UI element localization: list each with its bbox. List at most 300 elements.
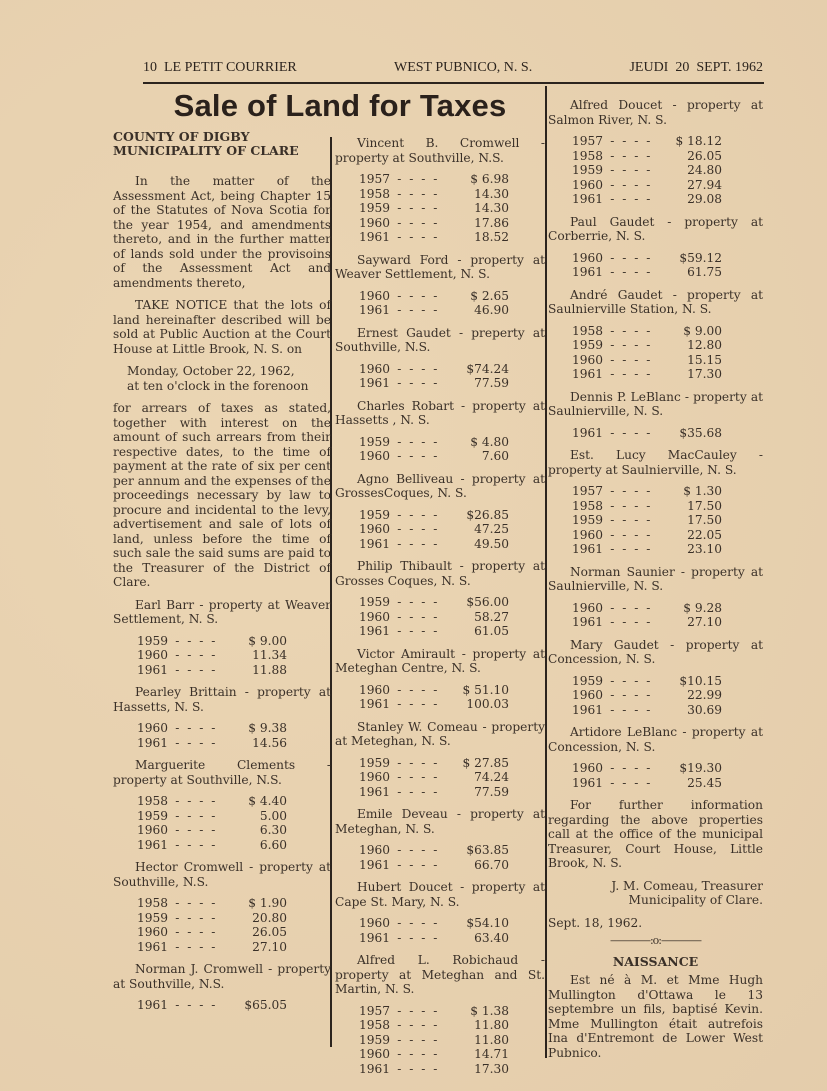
headline: Sale of Land for Taxes (173, 88, 507, 123)
leader-dashes: - - - - (175, 837, 218, 852)
tax-year: 1960 (359, 288, 391, 303)
tax-year: 1959 (359, 755, 391, 770)
tax-amount: 14.30 (474, 201, 509, 215)
tax-row (572, 265, 722, 280)
tax-amount: $ 9.00 (683, 323, 722, 338)
tax-row (137, 823, 287, 838)
leader-dashes: - - - - (397, 784, 440, 799)
leader-dashes: - - - - (397, 682, 440, 697)
tax-year: 1960 (359, 215, 391, 230)
tax-rows (359, 916, 545, 945)
tax-year: 1961 (137, 662, 169, 677)
leader-dashes: - - - - (175, 998, 218, 1012)
tax-row (137, 648, 287, 663)
notice-paragraph: In the matter of the Assessment Act, being Chapter 15 of the Statutes of Nova Scotia for the year 1954, and amendments thereto, and in the further matter of lands sold under the provisoins of the Assessment Act and amendments thereto, (113, 174, 331, 290)
tax-row (359, 1033, 509, 1048)
tax-amount: 7.60 (481, 449, 509, 463)
leader-dashes: - - - - (175, 939, 218, 954)
closing-date: Sept. 18, 1962. (548, 915, 643, 930)
tax-row (137, 663, 287, 678)
leader-dashes: - - - - (397, 1018, 440, 1032)
leader-dashes: - - - - (397, 536, 440, 551)
leader-dashes: - - - - (397, 697, 440, 711)
tax-year: 1960 (359, 1047, 391, 1061)
tax-row (359, 230, 509, 245)
tax-year: 1959 (359, 507, 391, 522)
tax-year: 1959 (572, 338, 604, 352)
tax-row (572, 601, 722, 616)
tax-amount: $ 6.98 (470, 172, 509, 186)
leader-dashes: - - - - (610, 192, 653, 206)
tax-amount: $ 2.65 (470, 288, 509, 303)
tax-row (572, 338, 722, 353)
tax-amount: 17.50 (687, 513, 722, 527)
notice-paragraph: TAKE NOTICE that the lots of land hereinafter described will be sold at Public Auction at the Court House at Little Brook, N. S. on (113, 298, 331, 356)
tax-rows (359, 595, 545, 639)
leader-dashes: - - - - (610, 367, 653, 381)
leader-dashes: - - - - (175, 925, 218, 939)
tax-year: 1961 (359, 376, 391, 390)
tax-year: 1960 (359, 449, 391, 463)
tax-amount: 6.60 (259, 837, 287, 852)
tax-amount: $ 1.38 (470, 1003, 509, 1018)
leader-dashes: - - - - (397, 361, 440, 376)
tax-row (359, 537, 509, 552)
leader-dashes: - - - - (397, 770, 440, 784)
leader-dashes: - - - - (610, 600, 653, 615)
tax-rows (359, 435, 545, 464)
leader-dashes: - - - - (397, 930, 440, 945)
tax-rows (137, 896, 331, 954)
tax-amount: 11.80 (474, 1032, 509, 1047)
tax-year: 1959 (572, 513, 604, 527)
tax-amount: 30.69 (687, 702, 722, 717)
tax-year: 1958 (572, 323, 604, 338)
tax-amount: 46.90 (474, 303, 509, 317)
leader-dashes: - - - - (610, 513, 653, 527)
tax-year: 1961 (572, 702, 604, 717)
tax-row (359, 522, 509, 537)
leader-dashes: - - - - (610, 352, 653, 367)
tax-year: 1961 (137, 939, 169, 954)
tax-year: 1959 (359, 201, 391, 215)
tax-row (137, 634, 287, 649)
tax-amount: $63.85 (466, 843, 509, 857)
tax-year: 1960 (572, 600, 604, 615)
page-number-and-paper (143, 60, 297, 76)
tax-amount: $ 27.85 (462, 755, 509, 770)
tax-row (572, 324, 722, 339)
leader-dashes: - - - - (397, 186, 440, 201)
listing-owner: Vincent B. Cromwell - property at Southville, N.S. (335, 136, 545, 165)
leader-dashes: - - - - (610, 177, 653, 192)
county-name: COUNTY OF DIGBY (113, 129, 250, 144)
tax-amount: $35.68 (679, 425, 722, 440)
tax-amount: 66.70 (474, 857, 509, 872)
tax-amount: 24.80 (687, 163, 722, 177)
tax-row (572, 178, 722, 193)
tax-row (359, 1018, 509, 1033)
tax-year: 1961 (137, 735, 169, 750)
tax-year: 1960 (137, 648, 169, 662)
listing-owner: Philip Thibault - property at Grosses Coques, N. S. (335, 559, 545, 588)
tax-amount: $65.05 (244, 998, 287, 1012)
tax-amount: 27.10 (687, 615, 722, 629)
listing-owner: Victor Amirault - property at Meteghan Centre, N. S. (335, 646, 545, 675)
tax-amount: $56.00 (466, 595, 509, 609)
listing-owner: André Gaudet - property at Saulnierville Station, N. S. (548, 287, 763, 316)
tax-row (572, 367, 722, 382)
tax-row (137, 896, 287, 911)
listing-owner: Emile Deveau - property at Meteghan, N. S. (335, 807, 545, 836)
listing-owner: Earl Barr - property at Weaver Settlement, N. S. (113, 597, 331, 626)
paper-name: LE PETIT COURRIER (164, 60, 297, 75)
tax-year: 1958 (572, 148, 604, 163)
tax-rows (572, 324, 763, 382)
listing-owner: Alfred Doucet - property at Salmon River, N. S. (548, 98, 763, 127)
listing-owner: Stanley W. Comeau - property at Meteghan, N. S. (335, 719, 545, 748)
tax-amount: 26.05 (252, 925, 287, 939)
leader-dashes: - - - - (397, 857, 440, 872)
leader-dashes: - - - - (175, 721, 218, 735)
tax-rows (572, 426, 763, 441)
auction-date (113, 364, 331, 393)
tax-row (572, 149, 722, 164)
tax-year: 1959 (359, 595, 391, 609)
tax-amount: 49.50 (474, 536, 509, 551)
tax-row (359, 697, 509, 712)
tax-year: 1957 (359, 1003, 391, 1018)
tax-amount: 14.71 (474, 1047, 509, 1061)
leader-dashes: - - - - (175, 633, 218, 648)
tax-row (572, 251, 722, 266)
tax-amount: $19.30 (679, 761, 722, 775)
tax-amount: 18.52 (474, 230, 509, 244)
tax-row (137, 809, 287, 824)
issue-date: JEUDI 20 SEPT. 1962 (629, 60, 763, 75)
tax-row (359, 785, 509, 800)
tax-row (359, 595, 509, 610)
listing-owner: Est. Lucy MacCauley - property at Saulnierville, N. S. (548, 448, 763, 477)
tax-year: 1959 (572, 673, 604, 688)
tax-amount: 27.10 (252, 939, 287, 954)
tax-year: 1960 (137, 823, 169, 837)
leader-dashes: - - - - (175, 823, 218, 837)
tax-rows (359, 289, 545, 318)
tax-year: 1960 (572, 352, 604, 367)
masthead-rule (143, 82, 764, 84)
tax-row (359, 756, 509, 771)
tax-row (137, 925, 287, 940)
tax-amount: 23.10 (687, 542, 722, 556)
tax-amount: 63.40 (474, 930, 509, 945)
leader-dashes: - - - - (397, 201, 440, 215)
tax-year: 1961 (359, 230, 391, 244)
tax-year: 1958 (359, 186, 391, 201)
tax-row (359, 435, 509, 450)
leader-dashes: - - - - (397, 1047, 440, 1061)
leader-dashes: - - - - (397, 1032, 440, 1047)
tax-year: 1957 (572, 134, 604, 148)
tax-row (359, 216, 509, 231)
tax-year: 1958 (359, 1018, 391, 1032)
listing-owner: Hubert Doucet - property at Cape St. Mary, N. S. (335, 880, 545, 909)
section-divider: ————:o:———— (609, 934, 702, 947)
tax-amount: 29.08 (687, 192, 722, 206)
tax-row (137, 721, 287, 736)
tax-year: 1961 (572, 425, 604, 440)
tax-year: 1961 (572, 192, 604, 206)
tax-amount: $ 4.40 (248, 794, 287, 808)
page-number: 10 (143, 60, 157, 75)
tax-amount: $26.85 (466, 507, 509, 522)
leader-dashes: - - - - (397, 507, 440, 522)
tax-rows (359, 756, 545, 800)
tax-amount: 12.80 (687, 338, 722, 352)
tax-amount: 77.59 (474, 784, 509, 799)
leader-dashes: - - - - (610, 702, 653, 717)
tax-amount: 17.86 (474, 215, 509, 230)
tax-year: 1961 (572, 775, 604, 790)
closing-info: For further information regarding the above properties call at the office of the municipal Treasurer, Court House, Little Brook, N. S. (548, 798, 763, 870)
leader-dashes: - - - - (397, 755, 440, 770)
notice-paragraph: for arrears of taxes as stated, together with interest on the amount of such arrears from their respective dates, to the time of payment at the rate of six per cent per annum and the expenses of the proceedings necessary by law to procure and incidental to the levy, advertisement and sale of lots of land, unless before the time of such sale the said sums are paid to the Treasurer of the District of Clare. (113, 401, 331, 589)
tax-year: 1958 (137, 896, 169, 910)
leader-dashes: - - - - (610, 134, 653, 148)
listing-group (335, 136, 545, 1076)
tax-year: 1960 (572, 177, 604, 192)
tax-year: 1960 (359, 770, 391, 784)
column-1 (113, 130, 331, 1021)
tax-rows (137, 634, 331, 678)
leader-dashes: - - - - (397, 843, 440, 857)
tax-year: 1957 (572, 484, 604, 498)
paper-location: WEST PUBNICO, N. S. (394, 60, 533, 75)
tax-year: 1961 (359, 930, 391, 945)
tax-amount: $54.10 (466, 916, 509, 930)
tax-row (359, 172, 509, 187)
column-2 (335, 130, 545, 1084)
tax-row (359, 683, 509, 698)
tax-amount: 61.75 (687, 265, 722, 279)
tax-year: 1961 (572, 265, 604, 279)
tax-amount: 17.30 (474, 1061, 509, 1076)
listing-owner: Charles Robart - property at Hassetts , N. S. (335, 398, 545, 427)
tax-amount: 100.03 (466, 697, 509, 711)
tax-amount: 11.88 (252, 662, 287, 677)
tax-rows (359, 362, 545, 391)
masthead (143, 60, 763, 76)
listing-owner: Alfred L. Robichaud - property at Meteghan and St. Martin, N. S. (335, 953, 545, 996)
leader-dashes: - - - - (175, 794, 218, 808)
tax-amount: $ 1.90 (248, 896, 287, 910)
tax-amount: $10.15 (679, 673, 722, 688)
leader-dashes: - - - - (610, 484, 653, 498)
tax-year: 1961 (137, 998, 169, 1012)
tax-row (572, 192, 722, 207)
leader-dashes: - - - - (610, 542, 653, 556)
tax-row (359, 931, 509, 946)
tax-row (359, 1004, 509, 1019)
tax-rows (359, 172, 545, 245)
signer-name: J. M. Comeau, Treasurer (611, 878, 763, 893)
tax-row (572, 776, 722, 791)
leader-dashes: - - - - (610, 265, 653, 279)
signature (548, 879, 763, 908)
tax-row (359, 187, 509, 202)
tax-rows (572, 484, 763, 557)
tax-amount: $ 4.80 (470, 434, 509, 449)
leader-dashes: - - - - (175, 735, 218, 750)
signer-title: Municipality of Clare. (628, 893, 763, 907)
leader-dashes: - - - - (397, 376, 440, 390)
tax-year: 1961 (359, 697, 391, 711)
tax-amount: $ 51.10 (462, 682, 509, 697)
leader-dashes: - - - - (397, 916, 440, 930)
tax-row (359, 610, 509, 625)
tax-amount: 58.27 (474, 609, 509, 624)
tax-year: 1961 (572, 615, 604, 629)
tax-year: 1960 (572, 761, 604, 775)
listing-group (113, 598, 331, 1013)
tax-row (359, 303, 509, 318)
leader-dashes: - - - - (610, 673, 653, 688)
tax-year: 1961 (572, 367, 604, 381)
tax-amount: 15.15 (687, 352, 722, 367)
tax-row (359, 770, 509, 785)
leader-dashes: - - - - (397, 449, 440, 463)
tax-rows (572, 134, 763, 207)
naissance-title: NAISSANCE (612, 953, 699, 969)
tax-year: 1957 (359, 172, 391, 186)
tax-year: 1959 (359, 434, 391, 449)
tax-amount: 20.80 (252, 910, 287, 925)
tax-row (572, 499, 722, 514)
tax-row (137, 911, 287, 926)
tax-amount: 17.30 (687, 367, 722, 381)
tax-rows (572, 761, 763, 790)
leader-dashes: - - - - (610, 775, 653, 790)
tax-row (359, 362, 509, 377)
leader-dashes: - - - - (610, 163, 653, 177)
auction-time-line: at ten o'clock in the forenoon (127, 378, 309, 393)
tax-year: 1961 (359, 784, 391, 799)
listing-owner: Ernest Gaudet - preperty at Southville, N.S. (335, 325, 545, 354)
tax-row (572, 528, 722, 543)
tax-row (572, 513, 722, 528)
leader-dashes: - - - - (610, 615, 653, 629)
tax-amount: 14.56 (252, 735, 287, 750)
leader-dashes: - - - - (397, 595, 440, 609)
leader-dashes: - - - - (610, 148, 653, 163)
tax-rows (359, 508, 545, 552)
tax-row (137, 794, 287, 809)
naissance-text: Est né à M. et Mme Hugh Mullington d'Ottawa le 13 septembre un fils, baptisé Kevin. Mme Mullington était autrefois Ina d'Entremont de Lower West Pubnico. (548, 973, 763, 1060)
tax-amount: $ 9.00 (248, 633, 287, 648)
tax-amount: $59.12 (679, 250, 722, 265)
listing-owner: Sayward Ford - property at Weaver Settlement, N. S. (335, 252, 545, 281)
tax-year: 1959 (359, 1032, 391, 1047)
tax-rows (572, 251, 763, 280)
tax-year: 1959 (137, 808, 169, 823)
tax-row (572, 163, 722, 178)
tax-amount: 61.05 (474, 624, 509, 638)
tax-row (572, 761, 722, 776)
leader-dashes: - - - - (397, 624, 440, 638)
tax-year: 1960 (359, 682, 391, 697)
tax-row (572, 353, 722, 368)
leader-dashes: - - - - (397, 230, 440, 244)
leader-dashes: - - - - (610, 425, 653, 440)
tax-year: 1960 (137, 925, 169, 939)
leader-dashes: - - - - (397, 609, 440, 624)
municipality-name: MUNICIPALITY OF CLARE (113, 143, 299, 158)
tax-amount: 25.45 (687, 775, 722, 790)
tax-amount: 22.05 (687, 527, 722, 542)
tax-amount: 14.30 (474, 186, 509, 201)
listing-owner: Artidore LeBlanc - property at Concession, N. S. (548, 725, 763, 754)
leader-dashes: - - - - (397, 172, 440, 186)
tax-amount: $74.24 (466, 361, 509, 376)
tax-row (137, 998, 287, 1013)
listing-owner: Hector Cromwell - property at Southville, N.S. (113, 860, 331, 889)
leader-dashes: - - - - (397, 1003, 440, 1018)
tax-row (359, 289, 509, 304)
leader-dashes: - - - - (175, 662, 218, 677)
leader-dashes: - - - - (397, 1061, 440, 1076)
tax-year: 1959 (137, 910, 169, 925)
tax-year: 1960 (359, 361, 391, 376)
tax-rows (137, 998, 331, 1013)
tax-rows (359, 683, 545, 712)
tax-year: 1961 (572, 542, 604, 556)
tax-amount: 26.05 (687, 148, 722, 163)
tax-rows (572, 674, 763, 718)
tax-year: 1960 (572, 527, 604, 542)
tax-rows (359, 843, 545, 872)
tax-rows (572, 601, 763, 630)
tax-year: 1961 (359, 1061, 391, 1076)
tax-year: 1959 (137, 633, 169, 648)
leader-dashes: - - - - (610, 498, 653, 513)
leader-dashes: - - - - (175, 808, 218, 823)
tax-amount: 47.25 (474, 522, 509, 536)
tax-amount: 6.30 (259, 823, 287, 837)
tax-year: 1958 (572, 498, 604, 513)
leader-dashes: - - - - (397, 434, 440, 449)
tax-row (137, 736, 287, 751)
leader-dashes: - - - - (610, 338, 653, 352)
tax-amount: 74.24 (474, 770, 509, 784)
tax-amount: 17.50 (687, 498, 722, 513)
tax-year: 1959 (572, 163, 604, 177)
tax-amount: 11.80 (474, 1018, 509, 1032)
tax-year: 1960 (572, 688, 604, 702)
tax-year: 1960 (359, 609, 391, 624)
tax-row (359, 376, 509, 391)
leader-dashes: - - - - (610, 250, 653, 265)
tax-amount: 22.99 (687, 688, 722, 702)
listing-owner: Norman Saunier - property at Saulnierville, N. S. (548, 564, 763, 593)
tax-row (572, 615, 722, 630)
tax-amount: $ 18.12 (675, 134, 722, 148)
notice-heading (113, 130, 331, 158)
tax-year: 1960 (359, 843, 391, 857)
tax-year: 1960 (572, 250, 604, 265)
auction-date-line: Monday, October 22, 1962, (127, 364, 295, 378)
tax-row (359, 916, 509, 931)
listing-owner: Norman J. Cromwell - property at Southville, N.S. (113, 962, 331, 991)
